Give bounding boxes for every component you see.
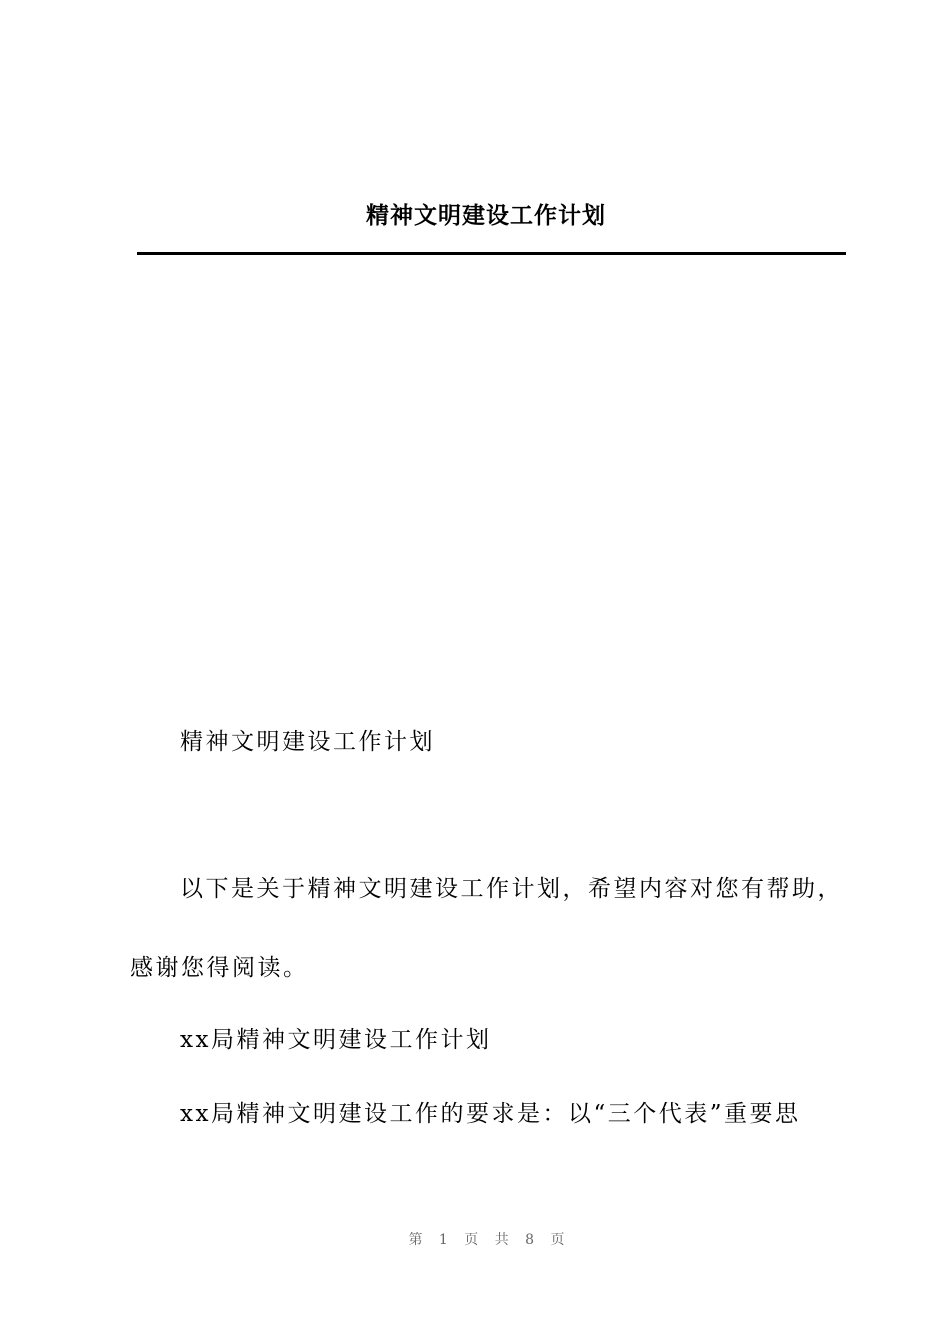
document-header-title: 精神文明建设工作计划 [366, 203, 606, 229]
body-paragraph-line: xx局精神文明建设工作的要求是：以“三个代表”重要思 [180, 1101, 801, 1127]
page-number-footer: 第 1 页 共 8 页 [408, 1232, 568, 1248]
section-heading: xx局精神文明建设工作计划 [180, 1027, 492, 1053]
intro-paragraph-line-2: 感谢您得阅读。 [130, 955, 309, 981]
header-divider [137, 252, 846, 255]
intro-paragraph-line-1: 以下是关于精神文明建设工作计划，希望内容对您有帮助， [180, 876, 843, 902]
body-title-line: 精神文明建设工作计划 [180, 729, 435, 755]
